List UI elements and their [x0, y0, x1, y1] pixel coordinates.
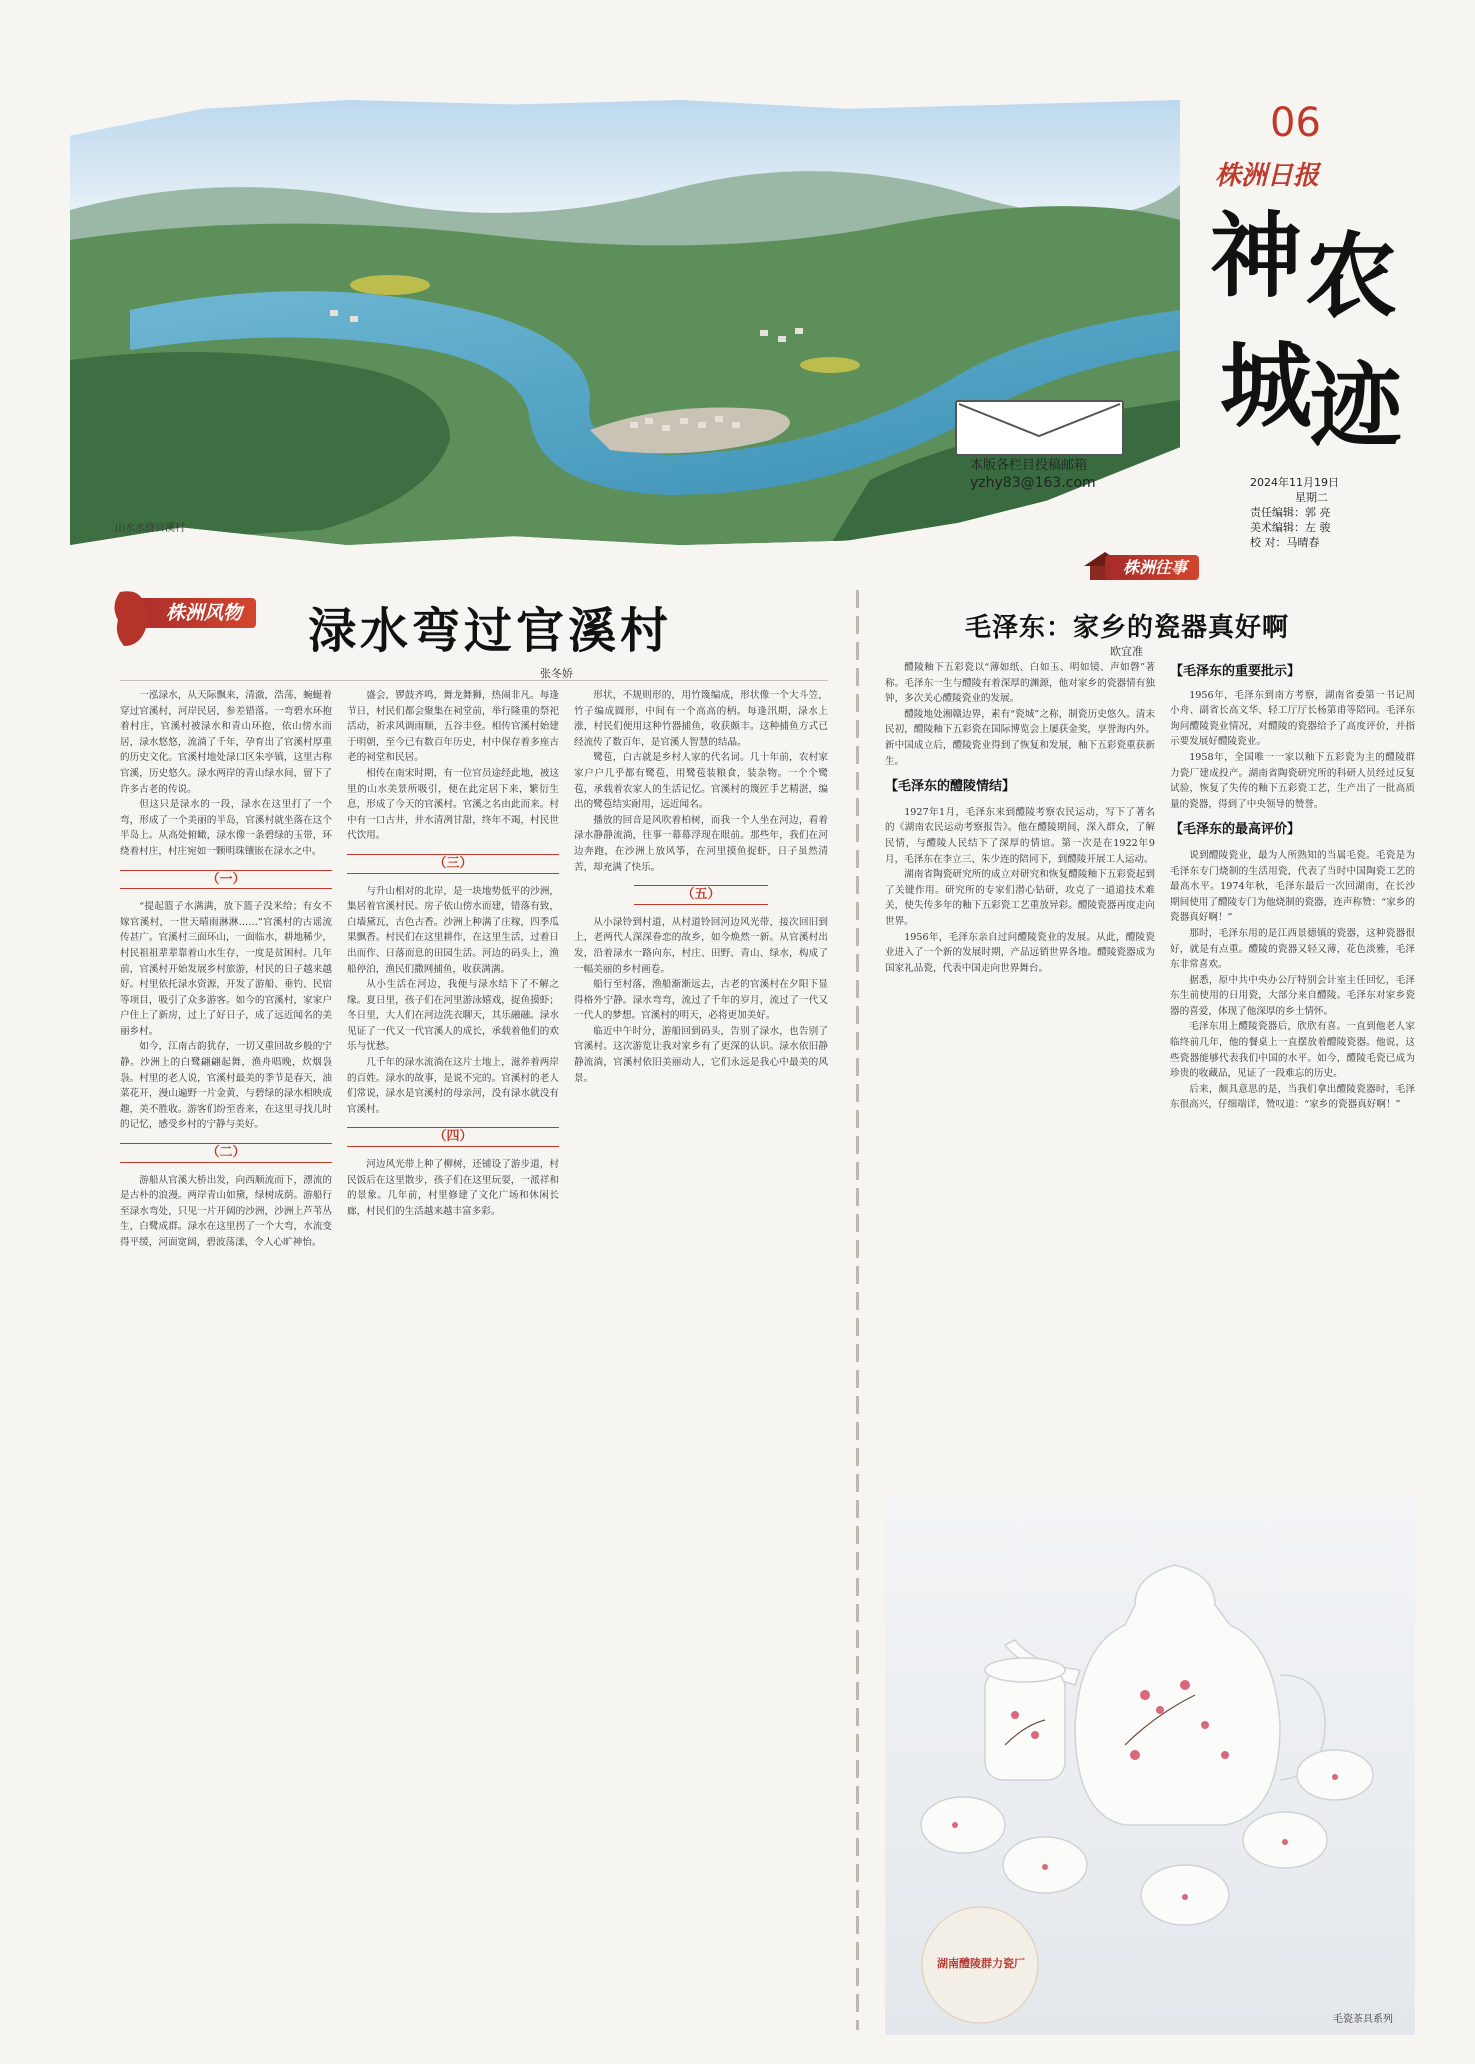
mailbox-envelope-icon — [955, 400, 1124, 456]
paragraph: 醴陵釉下五彩瓷以“薄如纸、白如玉、明如镜、声如磬”著称。毛泽东一生与醴陵有着深厚的渊源，他对家乡的瓷器情有独钟，多次关心醴陵瓷业的发展。 — [885, 662, 1155, 705]
issue-meta — [1250, 475, 1339, 550]
editor-credit: 责任编辑：郭 亮 — [1250, 506, 1331, 519]
paragraph: 一泓渌水，从天际飘来，清澈，浩荡，蜿蜒着穿过官溪村，河岸民居，参差错落。一弯碧水环抱着村庄，官溪村被渌水和青山环抱，依山傍水而居，渌水悠悠，流淌了千年，孕育出了官溪村厚重的历史文化。官溪村地处渌口区朱亭镇，这里古称官溪，历史悠久。渌水两岸的青山绿水间，留下了许多古老的传说。 — [120, 690, 332, 795]
paragraph: 播放的回音是风吹着柏树，而我一个人坐在河边，看着渌水静静流淌，往事一幕幕浮现在眼前。那些年，我们在河边奔跑，在沙洲上放风筝，在河里摸鱼捉虾，日子虽然清苦，却充满了快乐。 — [574, 814, 828, 873]
left-column-1 — [120, 688, 332, 2028]
column-char-1: 神 — [1210, 202, 1303, 310]
subhead-3: （三） — [347, 854, 559, 874]
paragraph: 鹭苞，白古就是乡村人家的代名词。几十年前，农村家家户户几乎都有鹭苞，用鹭苞装粮食，装杂物。一个个鹭苞，承载着农家人的生活记忆。官溪村的篾匠手艺精湛，编出的鹭苞结实耐用，远近闻名。 — [574, 752, 828, 811]
paragraph: 临近中午时分，游船回到码头，告别了渌水，也告别了官溪村。这次游览让我对家乡有了更深的认识。渌水依旧静静流淌，官溪村依旧美丽动人，它们永远是我心中最美的风景。 — [574, 1025, 828, 1084]
paragraph: 几千年的渌水流淌在这片土地上，滋养着两岸的百姓。渌水的故事，是说不完的。官溪村的老人们常说，渌水是官溪村的母亲河，没有渌水就没有官溪村。 — [347, 1057, 559, 1115]
paragraph: 醴陵地处湘赣边界，素有“瓷城”之称，制瓷历史悠久。清末民初，醴陵釉下五彩瓷在国际博览会上屡获金奖，享誉海内外。新中国成立后，醴陵瓷业得到了恢复和发展，釉下五彩瓷重获新生。 — [885, 708, 1155, 767]
section-label-left: 株洲风物 — [120, 598, 256, 628]
subhead-4: （四） — [347, 1127, 559, 1147]
factory-seal-text: 湖南醴陵群力瓷厂 — [937, 1957, 1025, 1970]
column-char-2: 农 — [1305, 222, 1398, 330]
paragraph: 那时，毛泽东用的是江西景德镇的瓷器，这种瓷器很好，就是有点重。醴陵的瓷器又轻又薄，花色淡雅，毛泽东非常喜欢。 — [1170, 927, 1415, 971]
paragraph: 河边风光带上种了柳树，还铺设了游步道，村民饭后在这里散步，孩子们在这里玩耍，一派祥和的景象。几年前，村里修建了文化广场和休闲长廊，村民们的生活越来越丰富多彩。 — [347, 1159, 559, 1217]
paragraph: 说到醴陵瓷业，最为人所熟知的当属毛瓷。毛瓷是为毛泽东专门烧制的生活用瓷，代表了当时中国陶瓷工艺的最高水平。1974年秋，毛泽东最后一次回湖南，在长沙期间使用了醴陵专门为他烧制的瓷器，连声称赞：“家乡的瓷器真好啊！” — [1170, 849, 1415, 924]
column-char-3: 城 — [1220, 332, 1313, 440]
article-divider — [856, 590, 859, 2030]
left-title-rule — [120, 680, 828, 681]
issue-weekday: 星期二 — [1295, 491, 1328, 504]
paragraph: 如今，江南古韵犹存，一切又重回故乡般的宁静。沙洲上的白鹭翩翩起舞，渔舟唱晚，炊烟袅袅。村里的老人说，官溪村最美的季节是春天，油菜花开，漫山遍野一片金黄，与碧绿的渌水相映成趣，美不胜收。游客们纷至沓来，在这里寻找儿时的记忆，感受乡村的宁静与美好。 — [120, 1041, 332, 1131]
right-column-1 — [885, 660, 1155, 1480]
paragraph: 形状，不规则形的，用竹篾编成，形状像一个大斗笠，竹子编成圆形，中间有一个高高的柄。每逢汛期，渌水上涨，村民们便用这种竹器捕鱼，收获颇丰。这种捕鱼方式已经流传了数百年，是官溪人智慧的结晶。 — [574, 690, 828, 748]
section-badge-right — [1105, 555, 1199, 578]
porcelain-photo — [885, 1495, 1415, 2035]
mailbox-email[interactable]: yzhy83@163.com — [970, 475, 1096, 491]
proofreader-credit: 校 对：马晴春 — [1250, 536, 1320, 549]
paper-name-logo: 株洲日报 — [1215, 161, 1320, 191]
hero-caption: 山水水绕官溪村 — [115, 523, 185, 534]
left-article-title: 渌水弯过官溪村 — [308, 603, 673, 659]
paragraph: 1927年1月，毛泽东来到醴陵考察农民运动，写下了著名的《湖南农民运动考察报告》。他在醴陵期间，深入群众，了解民情，与醴陵人民结下了深厚的情谊。第一次是在1922年9月，毛泽东在李立三、朱少连的陪同下，到醴陵开展工人运动。 — [885, 806, 1155, 865]
subhead-evaluation: 【毛泽东的最高评价】 — [1170, 822, 1301, 838]
paragraph: 据悉，原中共中央办公厅特别会计室主任回忆，毛泽东生前使用的日用瓷，大部分来自醴陵。毛泽东对家乡瓷器的喜爱，体现了他深厚的乡土情怀。 — [1170, 974, 1415, 1017]
column-char-4: 迹 — [1310, 352, 1403, 460]
left-article-author: 张冬娇 — [540, 667, 573, 680]
paragraph: 从小生活在河边，我便与渌水结下了不解之缘。夏日里，孩子们在河里游泳嬉戏，捉鱼摸虾；冬日里，大人们在河边洗衣聊天，其乐融融。渌水见证了一代又一代官溪人的成长，承载着他们的欢乐与忧愁。 — [347, 979, 559, 1053]
tea-set-illustration — [885, 1495, 1415, 2035]
paragraph: 后来，颇具意思的是，当我们拿出醴陵瓷器时，毛泽东很高兴，仔细端详，赞叹道：“家乡的瓷器真好啊！” — [1170, 1083, 1415, 1111]
paragraph: “提起篮子水满满，放下篮子没米给；有女不嫁官溪村，一世天晴雨淋淋……”官溪村的古谣流传甚广。官溪村三面环山，一面临水，耕地稀少，村民祖祖辈辈靠着山水生存，一度是贫困村。几年前，官溪村开始发展乡村旅游，村民的日子越来越好。村里依托渌水资源，开发了游船、垂钓、民宿等项目，吸引了众多游客。如今的官溪村，家家户户住上了新房，过上了好日子，成了远近闻名的美丽乡村。 — [120, 901, 332, 1037]
paragraph: 1958年，全国唯一一家以釉下五彩瓷为主的醴陵群力瓷厂建成投产。湖南省陶瓷研究所的科研人员经过反复试验，恢复了失传的釉下五彩瓷工艺，生产出了一批高质量的瓷器，得到了中央领导的赞誉。 — [1170, 751, 1415, 810]
right-column-2 — [1170, 660, 1415, 1480]
left-column-2 — [347, 688, 559, 2028]
porcelain-caption: 毛瓷茶具系列 — [1333, 2014, 1393, 2025]
subhead-instructions: 【毛泽东的重要批示】 — [1170, 664, 1301, 679]
section-emblem-icon — [110, 588, 156, 650]
art-editor-credit: 美术编辑：左 骏 — [1250, 521, 1331, 534]
paragraph: 从小渌铃到村道，从村道铃回河边风光带，接次回旧到上，老两代人深深眷恋的故乡，如今焕然一新。从官溪村出发，沿着渌水一路向东，村庄、田野、青山、绿水，构成了一幅美丽的乡村画卷。 — [574, 916, 828, 975]
section-label-right: 株洲往事 — [1105, 555, 1199, 580]
right-article-title: 毛泽东：家乡的瓷器真好啊 — [965, 613, 1290, 643]
paragraph: 与升山相对的北岸，是一块地势低平的沙洲，集居着官溪村民。房子依山傍水而建，错落有致，白墙黛瓦，古色古香。沙洲上种满了庄稼，四季瓜果飘香。村民们在这里耕作，在这里生活，过着日出而作、日落而息的田园生活。河边的码头上，渔船停泊，渔民们撒网捕鱼，收获满满。 — [347, 885, 559, 975]
paragraph: 相传在南宋时期，有一位官员途经此地，被这里的山水美景所吸引，便在此定居下来，繁衍生息，形成了今天的官溪村。官溪之名由此而来。村中有一口古井，井水清冽甘甜，终年不竭，村民世代饮用。 — [347, 767, 559, 842]
paragraph: 船行至村落，渔船渐渐远去，古老的官溪村在夕阳下显得格外宁静。渌水弯弯，流过了千年的岁月，流过了一代又一代人的梦想。官溪村的明天，必将更加美好。 — [574, 979, 828, 1022]
left-column-3 — [574, 688, 828, 2028]
paragraph: 1956年，毛泽东亲自过问醴陵瓷业的发展。从此，醴陵瓷业进入了一个新的发展时期，产品远销世界各地。醴陵瓷器成为国家礼品瓷，代表中国走向世界舞台。 — [885, 931, 1155, 974]
paragraph: 盛会，锣鼓齐鸣，舞龙舞狮，热闹非凡。每逢节日，村民们都会聚集在祠堂前，举行隆重的祭祀活动，祈求风调雨顺，五谷丰登。相传官溪村始建于明朝，至今已有数百年历史，村中保存着多座古老的祠堂和民居。 — [347, 690, 559, 764]
paragraph: 毛泽东用上醴陵瓷器后，欣欣有喜。一直到他老人家临终前几年，他的餐桌上一直摆放着醴陵瓷器。他说，这些瓷器能够代表我们中国的水平。如今，醴陵毛瓷已成为珍贵的收藏品，见证了一段难忘的历史。 — [1170, 1021, 1415, 1080]
issue-date: 2024年11月19日 — [1250, 476, 1339, 489]
subhead-2: （二） — [120, 1143, 332, 1163]
paragraph: 但这只是渌水的一段，渌水在这里打了一个弯，形成了一个美丽的半岛，官溪村就坐落在这个半岛上。从高处俯瞰，渌水像一条碧绿的玉带，环绕着村庄，村庄宛如一颗明珠镶嵌在渌水之中。 — [120, 799, 332, 857]
right-article-author: 欧宜准 — [1110, 645, 1143, 658]
paragraph: 湖南省陶瓷研究所的成立对研究和恢复醴陵釉下五彩瓷起到了关键作用。研究所的专家们潜心钻研，攻克了一道道技术难关，使失传多年的釉下五彩瓷工艺重放异彩。醴陵瓷器再度走向世界。 — [885, 869, 1155, 927]
paragraph: 1956年，毛泽东到南方考察，湖南省委第一书记周小舟、副省长高文华、轻工厅厅长杨第甫等陪同。毛泽东询问醴陵瓷业情况，对醴陵的瓷器给予了高度评价，并指示要发展好醴陵瓷业。 — [1170, 689, 1415, 748]
subhead-1: （一） — [120, 870, 332, 890]
paragraph: 游船从官溪大桥出发，向西顺流而下，漂流的是古朴的浪漫。两岸青山如黛，绿树成荫。游船行至渌水弯处，只见一片开阔的沙洲，沙洲上芦苇丛生，白鹭成群。渌水在这里拐了一个大弯，水流变得平缓，河面宽阔，碧波荡漾，令人心旷神怡。 — [120, 1174, 332, 1248]
page-number: 06 — [1270, 100, 1321, 146]
envelope-flap-icon — [957, 402, 1122, 454]
mailbox-label: 本版各栏目投稿邮箱 — [970, 458, 1088, 473]
subhead-5: （五） — [634, 885, 768, 905]
subhead-liling-affection: 【毛泽东的醴陵情结】 — [885, 779, 1016, 795]
